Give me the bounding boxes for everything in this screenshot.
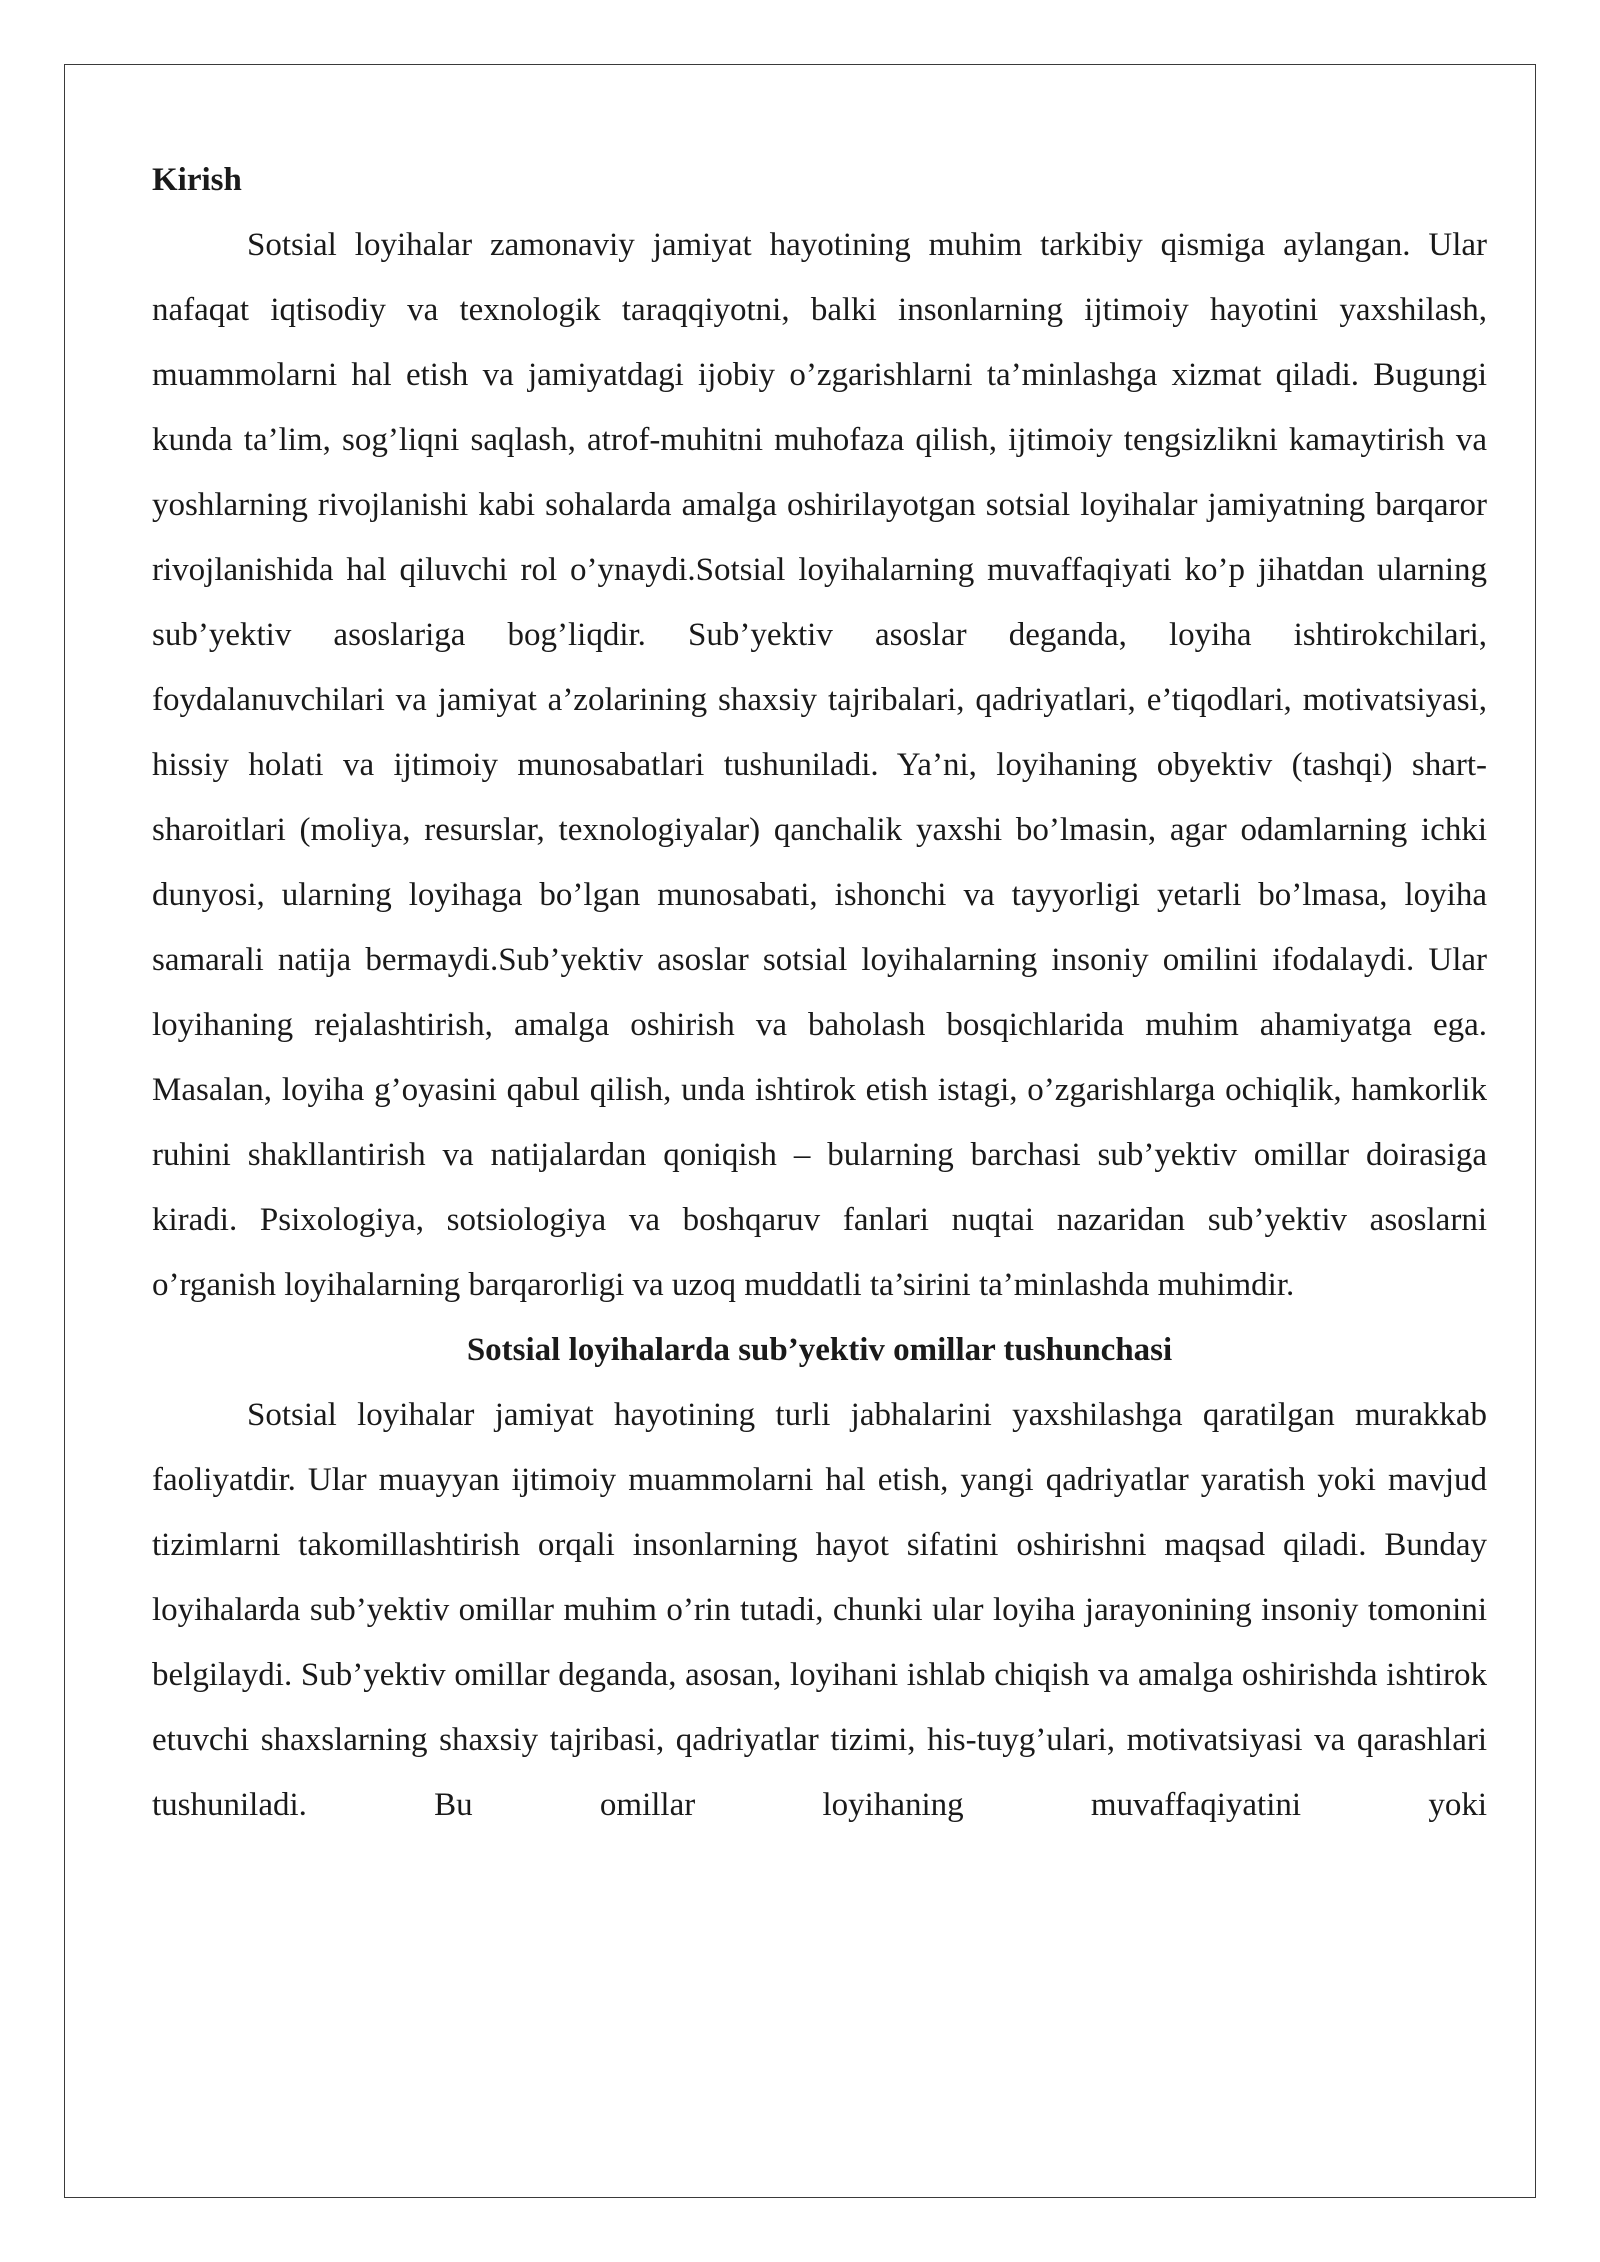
section-heading: Sotsial loyihalarda sub’yektiv omillar tushunchasi xyxy=(466,1332,1173,1368)
section-paragraph: Sotsial loyihalar jamiyat hayotining turli jabhalarini yaxshilashga qaratilgan murakkab faoliyatdir. Ular muayyan ijtimoiy muammolarni hal etish, yangi qadriyatlar yaratish yoki mavjud tizimlarni takomillashtirish orqali insonlarning hayot sifatini oshirishni maqsad qiladi. Bunday loyihalarda sub’yektiv omillar muhim o’rin tutadi, chunki ular loyiha jarayonining insoniy tomonini belgilaydi. Sub’yektiv omillar deganda, asosan, loyihani ishlab chiqish va amalga oshirishda ishtirok etuvchi shaxslarning shaxsiy tajribasi, qadriyatlar tizimi, his-tuyg’ulari, motivatsiyasi va qarashlari tushuniladi. Bu omillar loyihaning muvaffaqiyatini yoki xyxy=(152,1397,1487,1823)
document-body xyxy=(152,148,1487,1838)
intro-heading: Kirish xyxy=(152,162,242,198)
intro-paragraph: Sotsial loyihalar zamonaviy jamiyat hayotining muhim tarkibiy qismiga aylangan. Ular nafaqat iqtisodiy va texnologik taraqqiyotni, balki insonlarning ijtimoiy hayotini yaxshilash, muammolarni hal etish va jamiyatdagi ijobiy o’zgarishlarni ta’minlashga xizmat qiladi. Bugungi kunda ta’lim, sog’liqni saqlash, atrof-muhitni muhofaza qilish, ijtimoiy tengsizlikni kamaytirish va yoshlarning rivojlanishi kabi sohalarda amalga oshirilayotgan sotsial loyihalar jamiyatning barqaror rivojlanishida hal qiluvchi rol o’ynaydi.Sotsial loyihalarning muvaffaqiyati ko’p jihatdan ularning sub’yektiv asoslariga bog’liqdir. Sub’yektiv asoslar deganda, loyiha ishtirokchilari, foydalanuvchilari va jamiyat a’zolarining shaxsiy tajribalari, qadriyatlari, e’tiqodlari, motivatsiyasi, hissiy holati va ijtimoiy munosabatlari tushuniladi. Ya’ni, loyihaning obyektiv (tashqi) shart-sharoitlari (moliya, resurslar, texnologiyalar) qanchalik yaxshi bo’lmasin, agar odamlarning ichki dunyosi, ularning loyihaga bo’lgan munosabati, ishonchi va tayyorligi yetarli bo’lmasa, loyiha samarali natija bermaydi.Sub’yektiv asoslar sotsial loyihalarning insoniy omilini ifodalaydi. Ular loyihaning rejalashtirish, amalga oshirish va baholash bosqichlarida muhim ahamiyatga ega. Masalan, loyiha g’oyasini qabul qilish, unda ishtirok etish istagi, o’zgarishlarga ochiqlik, hamkorlik ruhini shakllantirish va natijalardan qoniqish – bularning barchasi sub’yektiv omillar doirasiga kiradi. Psixologiya, sotsiologiya va boshqaruv fanlari nuqtai nazaridan sub’yektiv asoslarni o’rganish loyihalarning barqarorligi va uzoq muddatli ta’sirini ta’minlashda muhimdir. xyxy=(152,227,1487,1303)
